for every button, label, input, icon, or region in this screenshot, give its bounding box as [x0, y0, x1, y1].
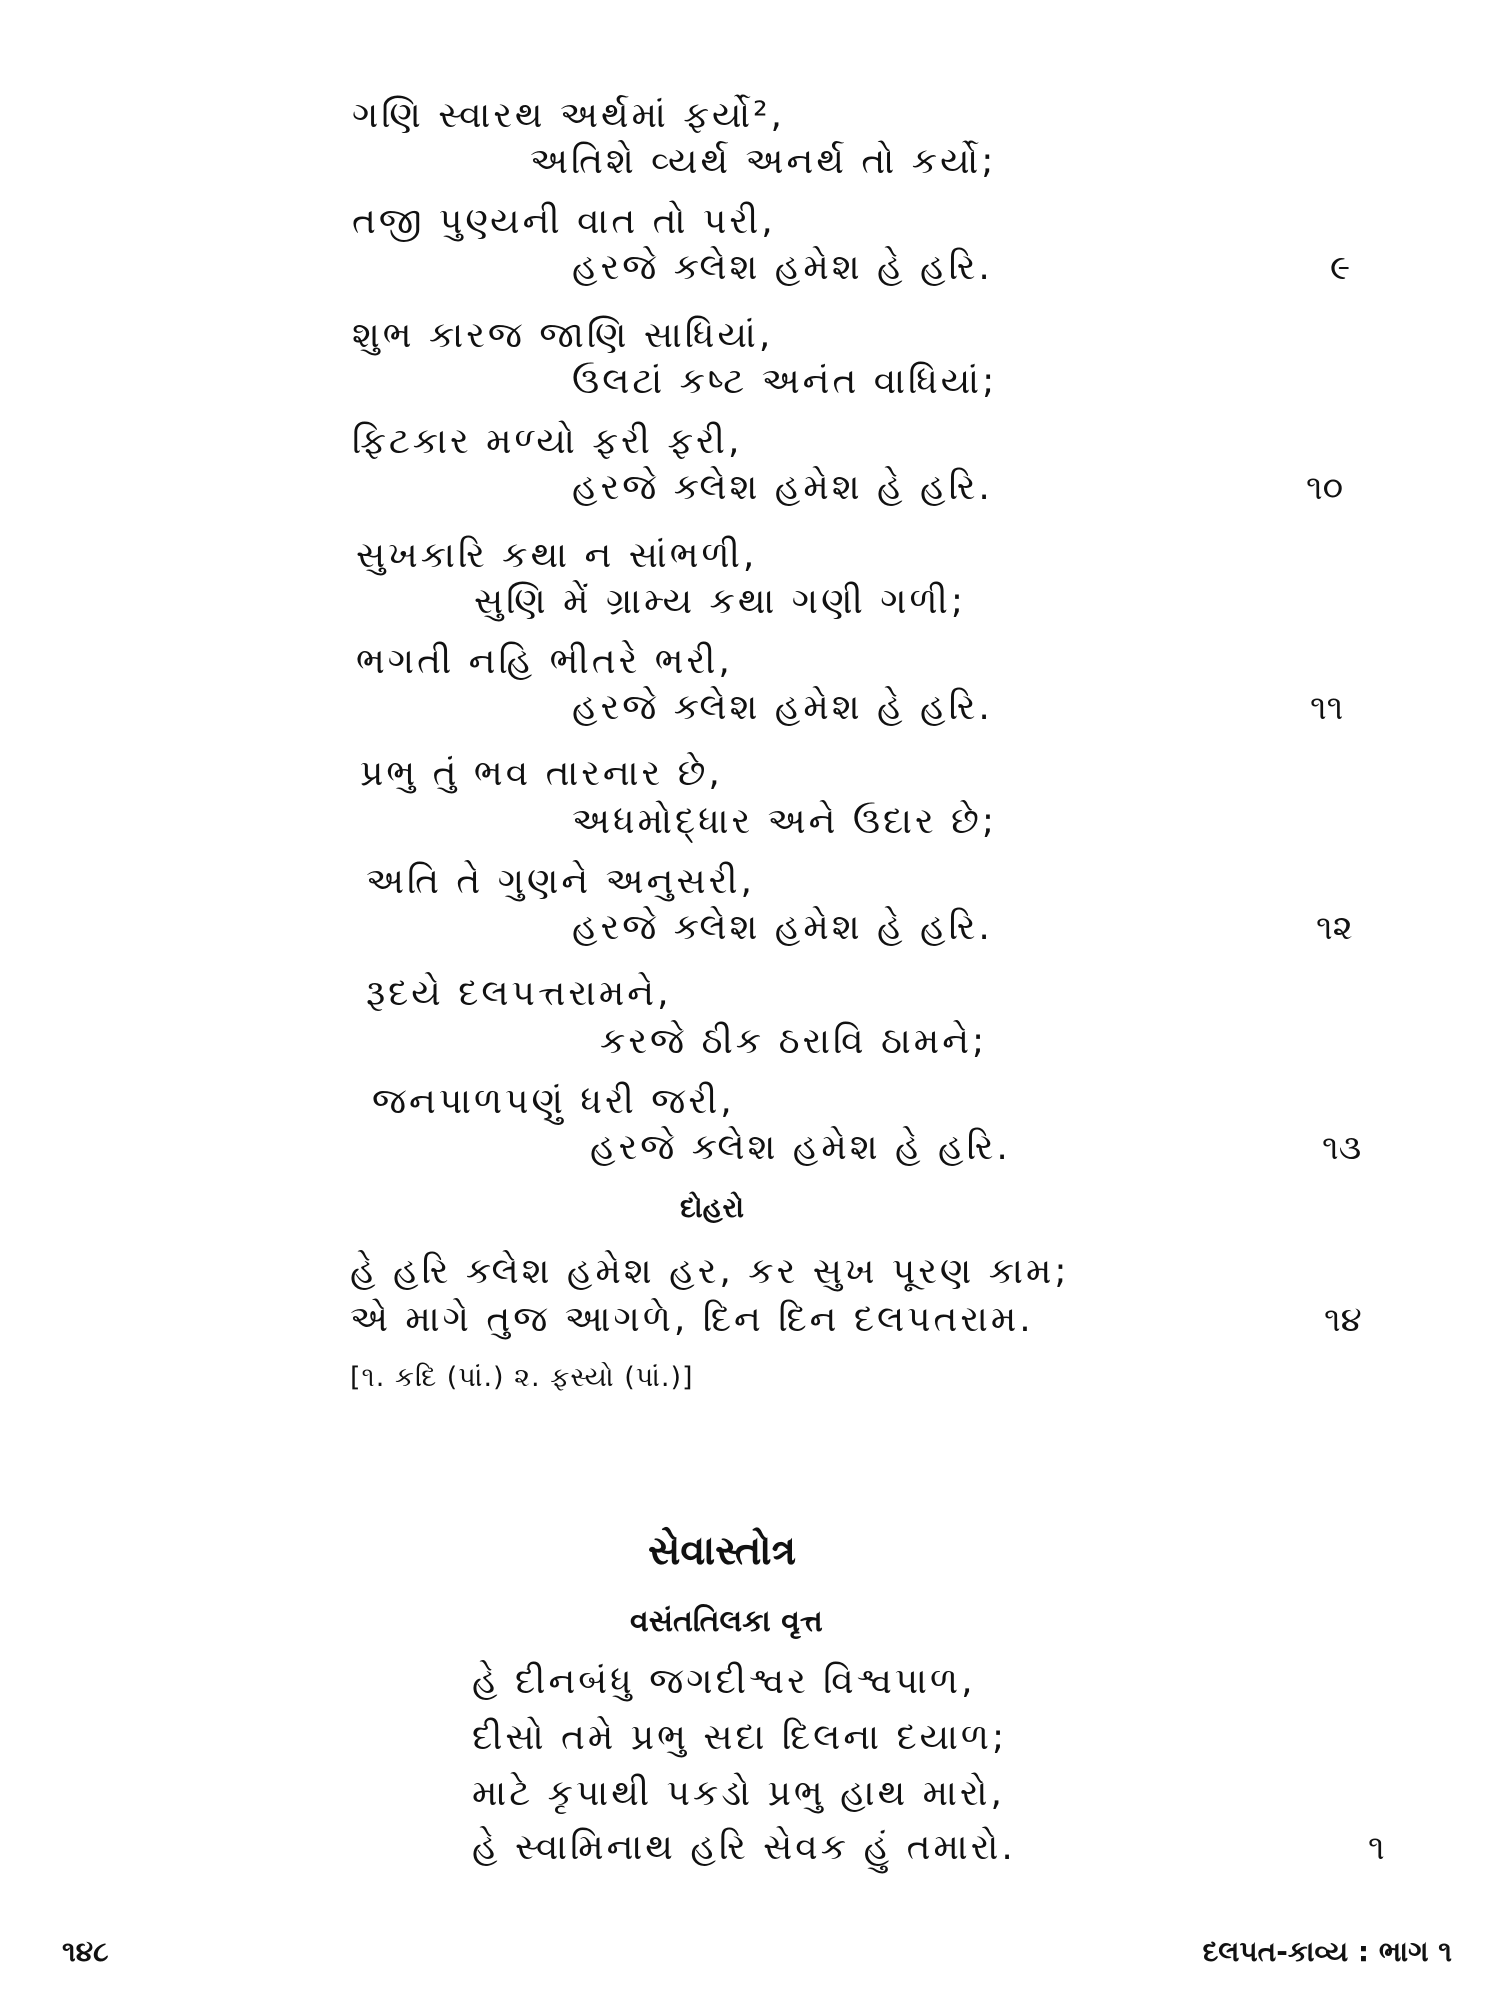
verse-line: અતિ તે ગુણને અનુસરી, — [366, 861, 755, 902]
book-title: દલપત-કાવ્ય : ભાગ ૧ — [1202, 1935, 1452, 1968]
page-number: ૧૪૮ — [62, 1935, 109, 1968]
verse-number: ૧ — [1368, 1828, 1385, 1868]
verse-number: ૧૨ — [1316, 908, 1353, 948]
verse-line: શુભ કારજ જાણિ સાધિયાં, — [352, 315, 774, 356]
verse-line: હરજે ક્લેશ હમેશ હે હરિ. — [572, 907, 993, 948]
verse-line: એ માગે તુજ આગળે, દિન દિન દલપતરામ. — [350, 1299, 1034, 1340]
verse-line: હે સ્વામિનાથ હરિ સેવક હું તમારો. — [472, 1827, 1016, 1868]
verse-number: ૧૦ — [1306, 468, 1344, 508]
verse-line: દીસો તમે પ્રભુ સદા દિલના દયાળ; — [472, 1717, 1008, 1758]
verse-number: ૧૪ — [1324, 1300, 1362, 1340]
verse-number: ૧૩ — [1322, 1128, 1362, 1168]
verse-line: ફિટકાર મળ્યો ફરી ફરી, — [352, 421, 743, 462]
verse-number: ૯ — [1330, 248, 1351, 288]
footnote: [૧. કદિ (પાં.) ૨. ફસ્યો (પાં.)] — [350, 1362, 694, 1393]
verse-line: સુણિ મેં ગ્રામ્ય કથા ગણી ગળી; — [474, 581, 966, 622]
verse-line: ભગતી નહિ ભીતરે ભરી, — [356, 641, 733, 682]
verse-line: પ્રભુ તું ભવ તારનાર છે, — [360, 753, 723, 794]
verse-line: હે દીનબંધુ જગદીશ્વર વિશ્વપાળ, — [472, 1661, 976, 1702]
verse-line: તજી પુણ્યની વાત તો પરી, — [352, 201, 776, 242]
doharo-heading: દોહરો — [680, 1191, 745, 1224]
verse-line: હરજે ક્લેશ હમેશ હે હરિ. — [572, 467, 993, 508]
verse-line: હરજે ક્લેશ હમેશ હે હરિ. — [572, 687, 993, 728]
verse-line: હરજે ક્લેશ હમેશ હે હરિ. — [590, 1127, 1011, 1168]
verse-line: હરજે ક્લેશ હમેશ હે હરિ. — [572, 247, 993, 288]
verse-line: જનપાળપણું ધરી જરી, — [372, 1081, 735, 1122]
poem-title: સેવાસ્તોત્ર — [648, 1528, 797, 1574]
verse-line: સુખકારિ કથા ન સાંભળી, — [356, 535, 758, 576]
verse-line: કરજે ઠીક ઠરાવિ ઠામને; — [600, 1021, 988, 1062]
meter-heading: વસંતતિલકા વૃત્ત — [630, 1604, 823, 1639]
verse-line: રૂદયે દલપત્તરામને, — [366, 973, 672, 1014]
verse-line: માટે કૃપાથી પકડો પ્રભુ હાથ મારો, — [472, 1773, 1005, 1814]
verse-line: અધમોદ્ધાર અને ઉદાર છે; — [572, 801, 998, 842]
verse-line: ગણિ સ્વારથ અર્થમાં ફર્યો², — [352, 95, 785, 136]
verse-number: ૧૧ — [1310, 688, 1344, 728]
verse-line: હે હરિ ક્લેશ હમેશ હર, કર સુખ પૂરણ કામ; — [350, 1251, 1070, 1292]
verse-line: ઉલટાં કષ્ટ અનંત વાધિયાં; — [572, 361, 998, 402]
verse-line: અતિશે વ્યર્થ અનર્થ તો કર્યો; — [530, 141, 997, 182]
